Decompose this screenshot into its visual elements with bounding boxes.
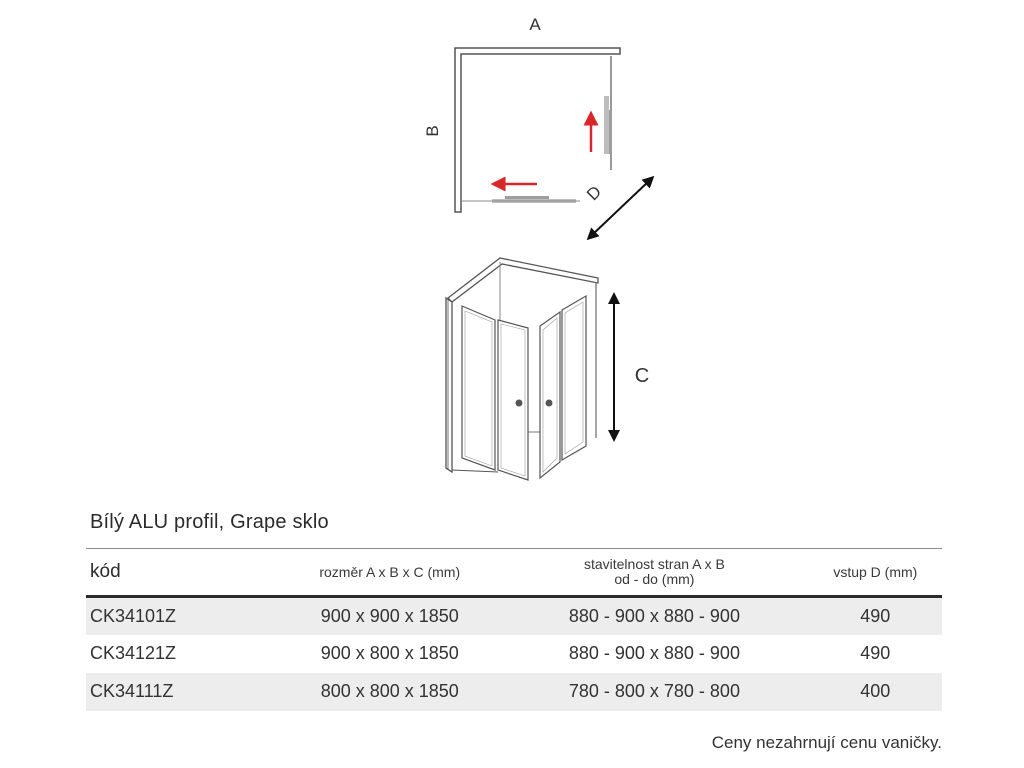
iso-left-door-handle bbox=[516, 400, 522, 406]
cell-code: CK34111Z bbox=[90, 681, 174, 701]
header-code: kód bbox=[86, 549, 279, 597]
iso-top-frame bbox=[448, 258, 598, 302]
cell-entry: 490 bbox=[860, 605, 891, 626]
table-row bbox=[86, 597, 942, 635]
cell-dimensions: 900 x 900 x 1850 bbox=[320, 605, 459, 626]
table-header-row bbox=[86, 549, 942, 597]
dimension-d-arrow bbox=[591, 180, 650, 236]
cell-entry: 400 bbox=[860, 681, 891, 701]
iso-left-door-panel-outer bbox=[462, 306, 495, 470]
cell-entry: 490 bbox=[860, 643, 891, 663]
iso-right-door-handle bbox=[546, 400, 552, 406]
plan-right-door-panel-2 bbox=[609, 110, 612, 154]
header-adjustability bbox=[500, 549, 808, 597]
iso-left-wall-post bbox=[446, 298, 452, 472]
header-adjustability-line2: od - do (mm) bbox=[614, 571, 695, 587]
plan-right-door-panel bbox=[604, 96, 609, 154]
plan-bottom-door-panel-2 bbox=[505, 196, 549, 199]
isometric-view bbox=[446, 258, 598, 480]
table-row bbox=[86, 635, 942, 673]
cell-adjustability: 880 - 900 x 880 - 900 bbox=[568, 605, 740, 626]
cell-adjustability: 880 - 900 x 880 - 900 bbox=[568, 643, 740, 663]
label-c: C bbox=[634, 365, 650, 387]
header-entry: vstup D (mm) bbox=[809, 549, 942, 597]
label-b: B bbox=[423, 125, 442, 137]
header-dimensions: rozměr A x B x C (mm) bbox=[279, 549, 500, 597]
label-d: D bbox=[583, 182, 606, 205]
header-adjustability-line1: stavitelnost stran A x B bbox=[583, 556, 725, 572]
cell-code: CK34121Z bbox=[90, 643, 177, 663]
cell-adjustability: 780 - 800 x 780 - 800 bbox=[568, 681, 740, 701]
cell-dimensions: 800 x 800 x 1850 bbox=[320, 681, 459, 701]
iso-left-door-panel-inner bbox=[498, 320, 528, 480]
price-note: Ceny nezahrnují cenu vaničky. bbox=[711, 733, 942, 752]
iso-right-door-panel-outer bbox=[562, 296, 586, 460]
label-a: A bbox=[529, 15, 541, 34]
product-title: Bílý ALU profil, Grape sklo bbox=[90, 511, 329, 533]
plan-view bbox=[423, 15, 650, 236]
cell-code: CK34101Z bbox=[90, 605, 177, 626]
table-row bbox=[86, 673, 942, 711]
spec-table bbox=[86, 548, 942, 711]
cell-dimensions: 900 x 800 x 1850 bbox=[320, 643, 459, 663]
